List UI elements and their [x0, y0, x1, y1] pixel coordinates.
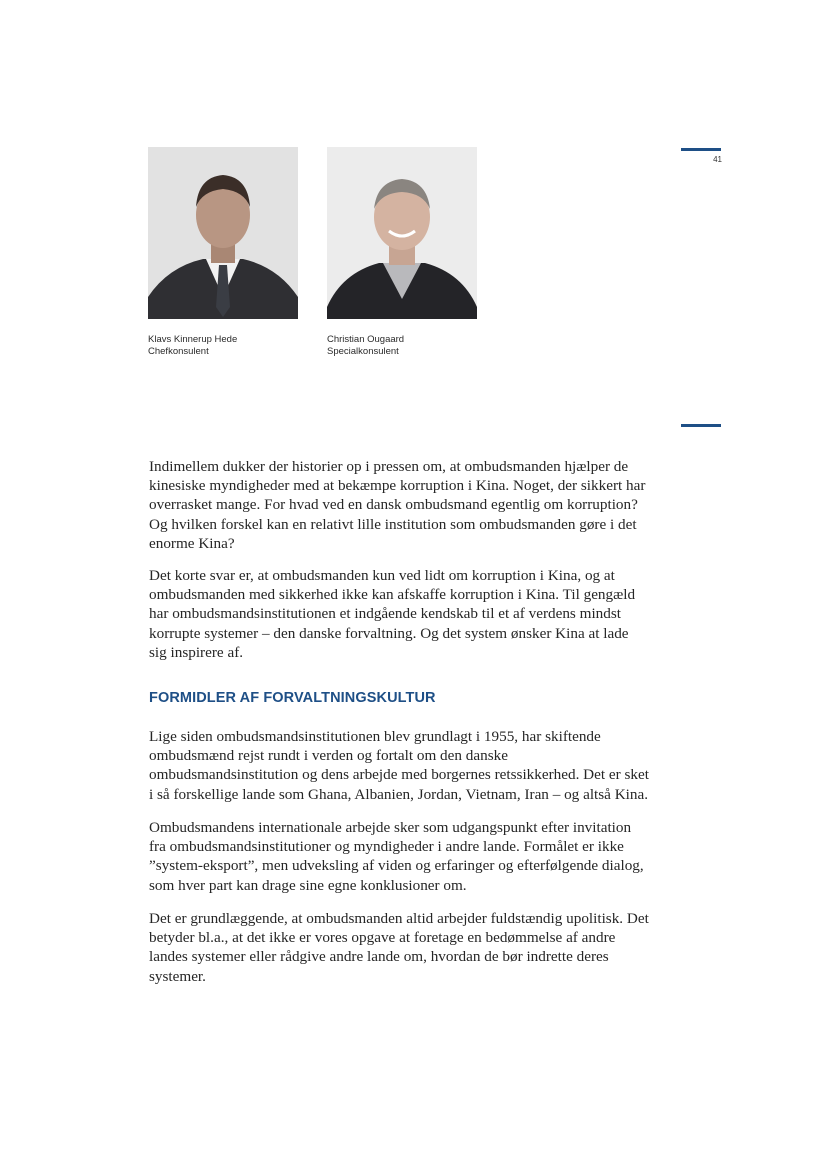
person-1-title: Chefkonsulent: [148, 346, 209, 357]
section-paragraph-3: Det er grundlæggende, at ombudsmanden altid arbejder fuldstændig upolitisk. Det betyder bl.a., at det ikke er vores opgave at foretage en bedømmelse af andre landes systemer eller rådgive andre lande om, hvordan de bør indrette deres systemer.: [149, 910, 649, 985]
section-heading: FORMIDLER AF FORVALTNINGSKULTUR: [149, 690, 436, 706]
page-number: 41: [713, 155, 722, 164]
portrait-photo-1: [148, 147, 298, 319]
portrait-photo-2: [327, 147, 477, 319]
person-1-name: Klavs Kinnerup Hede: [148, 334, 238, 345]
portrait-silhouette-2: [327, 147, 477, 319]
section-paragraph-1: Lige siden ombudsmandsinstitutionen blev grundlagt i 1955, har skiftende ombudsmænd rejst rundt i verden og fortalt om den danske ombudsmandsinstitution og dens arbejde med borgernes retssikkerhed. Det er sket i så forskellige lande som Ghana, Albanien, Jordan, Vietnam, Iran – og altså Kina.: [149, 728, 649, 803]
person-2-title: Specialkonsulent: [327, 346, 399, 357]
caption-person-1: [148, 334, 237, 358]
caption-person-2: [327, 334, 404, 358]
intro-paragraph-2: Det korte svar er, at ombudsmanden kun ved lidt om korruption i Kina, og at ombudsmanden med sikkerhed ikke kan afskaffe korruption i Kina. Til gengæld har ombudsmandsinstitutionen et indgående kendskab til et af verdens mindst korrupte systemer – den danske forvaltning. Og det system ønsker Kina at lade sig inspirere af.: [149, 567, 636, 661]
person-2-name: Christian Ougaard: [327, 334, 405, 345]
intro-paragraph-1: Indimellem dukker der historier op i pressen om, at ombudsmanden hjælper de kinesiske myndigheder med at bekæmpe korruption i Kina. Noget, der sikkert har overrasket mange. For hvad ved en dansk ombudsmand egentlig om korruption? Og hvilken forskel kan en relativt lille institution som ombudsmanden gøre i det enorme Kina?: [149, 458, 646, 552]
section-paragraph-2: Ombudsmandens internationale arbejde sker som udgangspunkt efter invitation fra ombudsmandsinstitutioner og myndigheder i andre lande. Formålet er ikke ”system-eksport”, men udveksling af viden og erfaringer og efterfølgende dialog, som hver part kan drage sine egne konklusioner om.: [149, 819, 644, 894]
portrait-silhouette-1: [148, 147, 298, 319]
page-marker-top: [681, 148, 721, 151]
page-marker-middle: [681, 424, 721, 427]
